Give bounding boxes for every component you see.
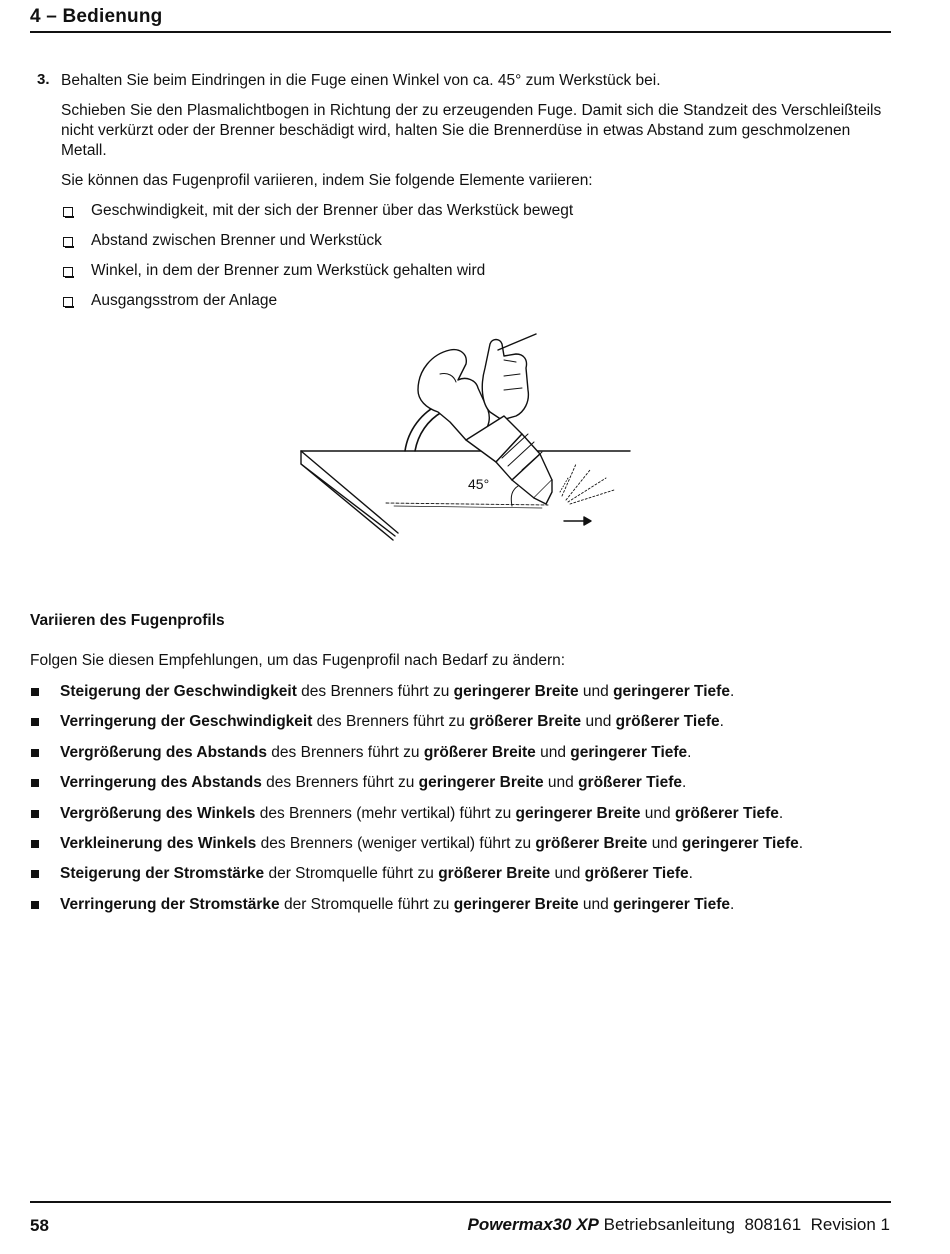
- angle-label: 45°: [468, 476, 490, 492]
- checklist-item: Abstand zwischen Brenner und Werkstück: [61, 231, 886, 251]
- footer-divider: [30, 1201, 891, 1203]
- square-bullet-icon: [31, 749, 39, 757]
- square-bullet-icon: [31, 779, 39, 787]
- checklist: [61, 201, 886, 311]
- checkbox-icon: [63, 267, 73, 277]
- list-item: Verringerung der Stromstärke der Stromquelle führt zu geringerer Breite und geringerer Tiefe.: [30, 895, 910, 925]
- checkbox-icon: [63, 237, 73, 247]
- square-bullet-icon: [31, 718, 39, 726]
- list-item: Verringerung der Geschwindigkeit des Brenners führt zu größerer Breite und größerer Tiefe.: [30, 712, 910, 742]
- checkbox-icon: [63, 207, 73, 217]
- checklist-item: Winkel, in dem der Brenner zum Werkstück gehalten wird: [61, 261, 886, 281]
- square-bullet-icon: [31, 901, 39, 909]
- step-paragraph: Schieben Sie den Plasmalichtbogen in Richtung der zu erzeugenden Fuge. Damit sich die Standzeit des Verschleißteils nicht verkürzt oder der Brenner beschädigt wird, halten Sie die Brennerdüse in etwas Abstand zum geschmolzenen Metall.: [61, 102, 882, 159]
- page-number: 58: [30, 1216, 49, 1235]
- section-intro: Folgen Sie diesen Empfehlungen, um das Fugenprofil nach Bedarf zu ändern:: [30, 652, 566, 669]
- list-item: Vergrößerung des Winkels des Brenners (mehr vertikal) führt zu geringerer Breite und größerer Tiefe.: [30, 804, 910, 834]
- checklist-item: Ausgangsstrom der Anlage: [61, 291, 886, 311]
- list-item: Verkleinerung des Winkels des Brenners (weniger vertikal) führt zu größerer Breite und geringerer Tiefe.: [30, 834, 910, 864]
- step-instruction: Behalten Sie beim Eindringen in die Fuge einen Winkel von ca. 45° zum Werkstück bei.: [61, 72, 661, 89]
- checklist-item: Geschwindigkeit, mit der sich der Brenner über das Werkstück bewegt: [61, 201, 886, 221]
- step-number: 3.: [37, 71, 50, 88]
- list-item: Steigerung der Geschwindigkeit des Brenners führt zu geringerer Breite und geringerer Tiefe.: [30, 682, 910, 712]
- section-title: Variieren des Fugenprofils: [30, 612, 225, 629]
- list-item: Vergrößerung des Abstands des Brenners führt zu größerer Breite und geringerer Tiefe.: [30, 743, 910, 773]
- doc-reference: Betriebsanleitung 808161 Revision 1: [598, 1215, 890, 1234]
- square-bullet-icon: [31, 840, 39, 848]
- checkbox-icon: [63, 297, 73, 307]
- section-heading: 4 – Bedienung: [30, 6, 163, 27]
- page-header: [30, 4, 891, 33]
- step-lead: Sie können das Fugenprofil variieren, indem Sie folgende Elemente variieren:: [61, 172, 593, 189]
- square-bullet-icon: [31, 810, 39, 818]
- list-item: Verringerung des Abstands des Brenners führt zu geringerer Breite und größerer Tiefe.: [30, 773, 910, 803]
- square-bullet-icon: [31, 688, 39, 696]
- square-bullet-icon: [31, 870, 39, 878]
- gouging-illustration: [290, 330, 640, 550]
- recommendation-list: [30, 682, 910, 925]
- step-body: [61, 71, 886, 321]
- footer-doc-info: [468, 1215, 890, 1235]
- list-item: Steigerung der Stromstärke der Stromquelle führt zu größerer Breite und größerer Tiefe.: [30, 864, 910, 894]
- product-name: Powermax30 XP: [467, 1215, 599, 1234]
